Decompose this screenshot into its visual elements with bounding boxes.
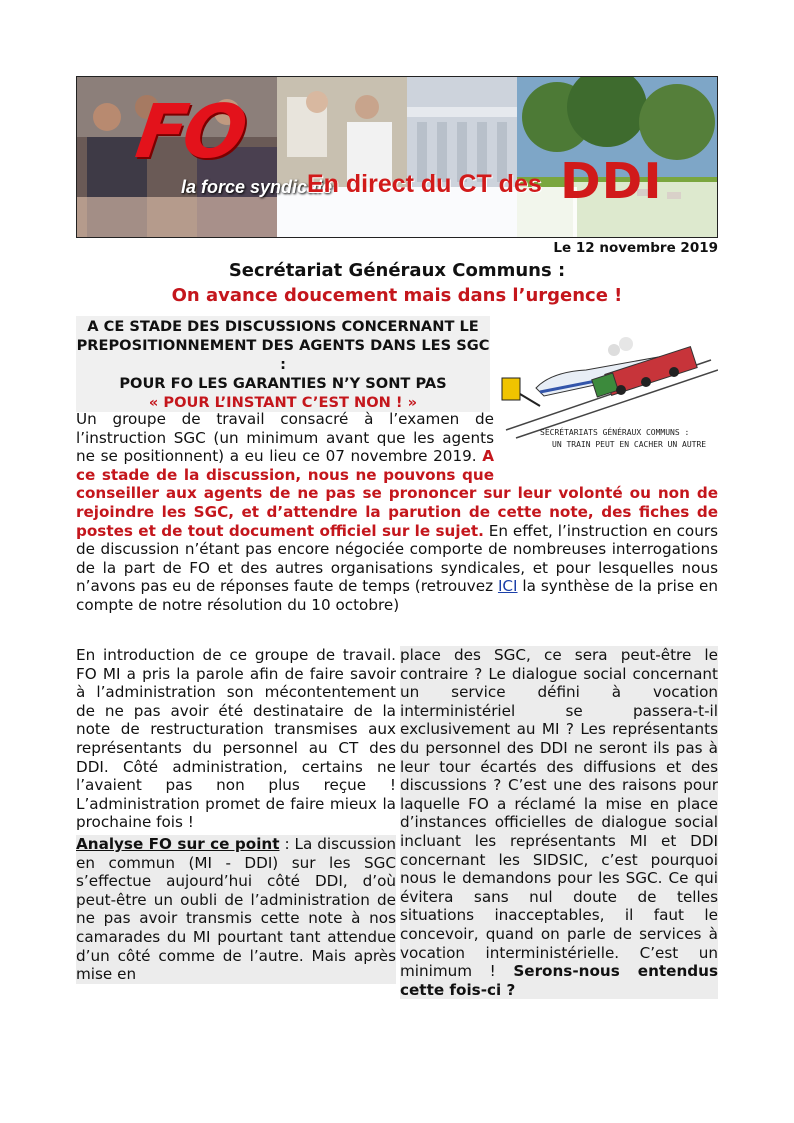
closing-question: Serons-nous entendus cette fois-ci ? xyxy=(400,962,718,999)
right-column xyxy=(400,646,718,999)
intro-text-d: la synthèse de la prise en compte de notre résolution du 10 octobre) xyxy=(76,577,719,614)
page-title: Secrétariat Généraux Communs : xyxy=(228,260,566,281)
intro-warning: A ce stade de la discussion, nous ne pouvons que conseiller aux agents de ne pas se prononcer sur leur volonté ou non de rejoindre les SGC, et d’attendre la parution de cette note, des fiches de postes et de tout document officiel sur le sujet. xyxy=(76,447,718,540)
intro-text-c: En effet, l’instruction en cours de discussion n’étant pas encore négociée comporte de nombreuses interrogations de la part de FO et des autres organisations syndicales, et pour lesquelles nous n’avons pas eu de réponses faute de temps (retrouvez xyxy=(76,521,718,596)
intro-text-a: Un groupe de travail consacré à l’examen de l’instruction SGC (un minimum avant que les agents ne se positionnent) a eu lieu ce 07 novembre 2019. xyxy=(76,410,494,466)
banner-acronym: DDI xyxy=(560,153,663,210)
intro-paragraph xyxy=(76,410,718,615)
headline-line-1: A CE STADE DES DISCUSSIONS CONCERNANT LE PREPOSITIONNEMENT DES AGENTS DANS LES SGC : xyxy=(76,318,490,373)
analyse-text: : La discussion en commun (MI - DDI) sur les SGC s’effectue aujourd’hui côté DDI, d’où peut-être un oubli de l’administration de ne pas avoir transmis cette note à nos camarades du MI pourtant tant attendue d’un côté comme de l’autre. Mais après mise en xyxy=(76,834,396,984)
page-subtitle: On avance doucement mais dans l’urgence ! xyxy=(171,285,623,306)
fo-logo: FO xyxy=(130,89,249,175)
left-paragraph-1: En introduction de ce groupe de travail. FO MI a pris la parole afin de faire savoir à l’administration son mécontentement de ne pas avoir été destinataire de la note de restructuration transmises aux représentants du personnel au CT des DDI. Côté administration, certains ne l’avaient pas non plus reçue ! L’administration promet de faire mieux la prochaine fois ! xyxy=(76,646,396,832)
cartoon-caption-2: UN TRAIN PEUT EN CACHER UN AUTRE xyxy=(552,440,707,449)
banner-subtitle: En direct du CT des xyxy=(307,170,542,198)
document-date: Le 12 novembre 2019 xyxy=(553,240,718,256)
header-banner xyxy=(76,76,718,238)
fo-tagline: la force syndicale xyxy=(181,177,333,197)
resolution-link[interactable]: ICI xyxy=(497,577,518,596)
analyse-label: Analyse FO sur ce point xyxy=(76,834,280,853)
headline-line-3: « POUR L’INSTANT C’EST NON ! » xyxy=(148,394,418,411)
left-paragraph-2 xyxy=(76,835,396,984)
headline-box xyxy=(76,316,490,412)
headline-line-2: POUR FO LES GARANTIES N’Y SONT PAS xyxy=(119,375,447,392)
left-column xyxy=(76,646,396,987)
cartoon-caption-1: SECRÉTARIATS GÉNÉRAUX COMMUNS : xyxy=(540,428,690,437)
right-paragraph: place des SGC, ce sera peut-être le contraire ? Le dialogue social concernant un service défini à vocation interministériel se passera-t-il exclusivement au MI ? Les représentants du personnel des DDI ne seront ils pas à leur tour écartés des diffusions et des discussions ? C’est une des raisons pour laquelle FO a réclamé la mise en place d’instances officielles de dialogue social incluant les représentants MI et DDI concernant les SIDSIC, c’est pourquoi nous le demandons pour les SGC. Ce qui évitera sans nul doute de telles situations inacceptables, il faut le concevoir, quand on parle de services à vocation interministérielle. C’est un minimum ! xyxy=(400,646,718,981)
